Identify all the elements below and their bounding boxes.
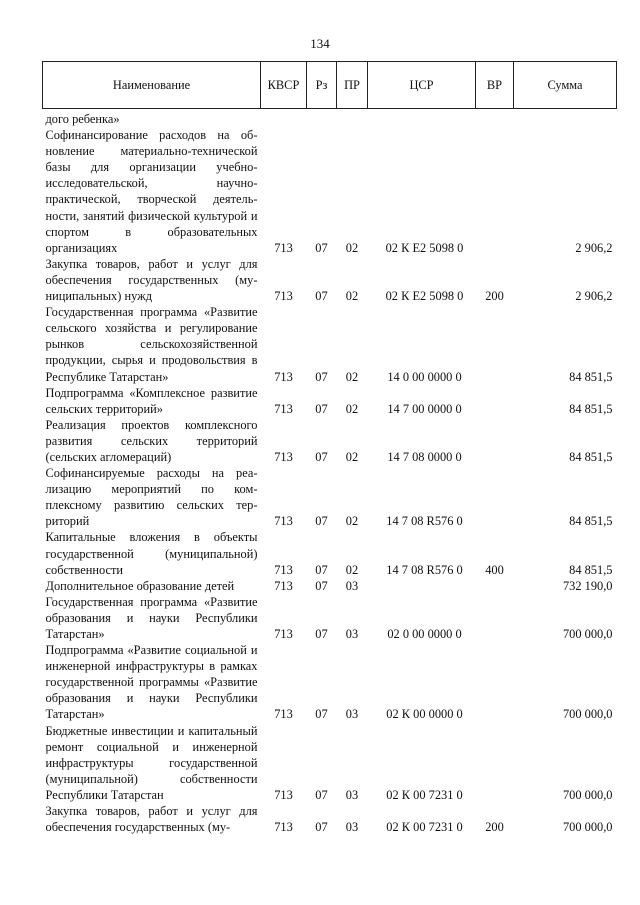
cell-kvsr: 713 [274,401,293,416]
cell-sum: 700 000,0 [562,820,613,835]
cell-pr: 03 [345,820,359,835]
cell-vr [476,723,514,803]
cell-name: Подпрограмма «Развитие социальной и инженерной инфраструктуры в рамках государственной программы «Развитие образования и науки Республики Татарстан» [45,643,258,722]
cell-kvsr: 713 [274,289,293,304]
header-vr: ВР [476,62,514,109]
cell-rz: 07 [315,820,328,835]
header-kvsr: КВСР [261,62,307,109]
cell-csr: 02 К Е2 5098 0 [385,289,464,304]
cell-sum: 84 851,5 [569,401,613,416]
cell-rz: 07 [315,514,328,529]
cell-pr: 03 [345,578,359,593]
header-pr: ПР [337,62,368,109]
cell-kvsr: 713 [274,820,293,835]
cell-vr: 400 [485,562,504,577]
cell-rz: 07 [315,369,328,384]
cell-pr: 02 [345,401,359,416]
cell-csr: 02 К 00 0000 0 [386,707,463,722]
cell-sum: 84 851,5 [569,449,613,464]
cell-kvsr: 713 [274,514,293,529]
cell-rz: 07 [315,787,328,802]
cell-name: Капитальные вложения в объекты государственной (муниципальной) собственности [45,530,258,577]
table-row [43,803,617,835]
cell-sum: 2 906,2 [575,240,613,255]
cell-kvsr: 713 [274,449,293,464]
cell-csr: 02 К 00 7231 0 [386,787,463,802]
cell-kvsr: 713 [274,707,293,722]
cell-csr: 02 0 00 0000 0 [387,627,462,641]
cell-pr [337,109,368,128]
table-body [43,109,617,836]
cell-name: дого ребенка» [45,112,120,126]
budget-table [42,61,617,835]
table-row [43,109,617,128]
table-row [43,385,617,417]
table-row [43,723,617,803]
cell-pr: 02 [345,369,359,384]
cell-pr: 02 [345,562,359,577]
cell-kvsr: 713 [274,627,293,641]
cell-csr: 14 7 08 0000 0 [387,449,462,464]
cell-sum: 700 000,0 [562,707,613,722]
table-row [43,417,617,465]
cell-csr: 14 7 08 R576 0 [386,514,463,529]
cell-vr [476,385,514,417]
cell-csr [368,578,476,594]
cell-kvsr: 713 [274,369,293,384]
cell-name: Закупка товаров, работ и услуг для обеспечения государственных (муниципальных) нужд [45,256,258,304]
cell-name: Государственная программа «Развитие образования и науки Республики Татарстан» [45,594,258,641]
cell-name: Государственная программа «Развитие сельского хозяйства и регулирование рынков сельскохозяйственной продукции, сырья и продовольствия в Республике Татарстан» [45,305,258,384]
cell-name: Подпрограмма «Комплексное развитие сельских территорий» [45,385,258,416]
cell-kvsr: 713 [274,787,293,802]
cell-pr: 02 [345,514,359,529]
cell-kvsr: 713 [274,240,293,255]
cell-pr: 02 [345,289,359,304]
cell-csr: 14 0 00 0000 0 [387,369,462,384]
cell-name: Реализация проектов комплексного развития сельских территорий (сельских агломераций) [45,417,258,464]
cell-sum: 700 000,0 [562,627,613,641]
table-row [43,578,617,594]
cell-sum: 2 906,2 [575,289,613,304]
cell-kvsr [261,109,307,128]
cell-vr [476,465,514,529]
cell-sum: 84 851,5 [569,369,613,384]
header-csr: ЦСР [368,62,476,109]
cell-vr: 200 [485,289,504,304]
cell-rz: 07 [315,707,328,722]
cell-vr [476,127,514,256]
cell-name: Дополнительное образование детей [45,578,235,593]
cell-vr [476,417,514,465]
cell-pr: 02 [345,240,359,255]
table-row [43,529,617,577]
header-rz: Рз [307,62,337,109]
cell-vr [476,109,514,128]
cell-sum: 732 190,0 [562,578,613,593]
cell-pr: 03 [345,707,359,722]
cell-kvsr: 713 [274,562,293,577]
page-number: 134 [310,36,330,51]
cell-pr: 03 [345,787,359,802]
cell-rz [307,109,337,128]
cell-csr: 02 К Е2 5098 0 [385,240,464,255]
table-row [43,465,617,529]
cell-rz: 07 [315,627,328,641]
table-row [43,127,617,256]
cell-sum [514,109,617,128]
header-sum: Сумма [514,62,617,109]
cell-name: Бюджетные инвестиции и капитальный ремонт социальной и инженерной инфраструктуры государственной (муниципальной) собственности Республики Татарстан [45,723,258,802]
cell-rz: 07 [315,401,328,416]
cell-csr: 14 7 08 R576 0 [386,562,463,577]
table-header [43,62,617,109]
cell-rz: 07 [315,289,328,304]
cell-vr [476,578,514,594]
cell-sum: 700 000,0 [562,787,613,802]
cell-csr: 14 7 00 0000 0 [387,401,462,416]
cell-rz: 07 [315,562,328,577]
cell-rz: 07 [315,240,328,255]
cell-name: Софинансирование расходов на обновление материально-технической базы для организации учебно-исследовательской, научно-практической, творческой деятельности, занятий физической культурой и спортом в образовательных организациях [45,128,258,255]
cell-vr [476,642,514,722]
cell-rz: 07 [315,578,328,593]
table-row [43,642,617,722]
cell-kvsr: 713 [274,578,293,593]
cell-rz: 07 [315,449,328,464]
table-row [43,304,617,384]
cell-csr [368,109,476,128]
cell-pr: 02 [345,449,359,464]
table-row [43,256,617,304]
cell-csr: 02 К 00 7231 0 [386,820,463,835]
cell-vr: 200 [485,820,504,835]
cell-sum: 84 851,5 [569,562,613,577]
cell-vr [476,304,514,384]
header-name: Наименование [43,62,261,109]
cell-sum: 84 851,5 [569,514,613,529]
cell-name: Закупка товаров, работ и услуг для обеспечения государственных (му- [45,804,258,835]
cell-name: Софинансируемые расходы на реализацию мероприятий по комплексному развитию сельских территорий [45,466,258,529]
cell-pr: 03 [345,627,359,641]
cell-vr [476,594,514,642]
table-row [43,594,617,642]
